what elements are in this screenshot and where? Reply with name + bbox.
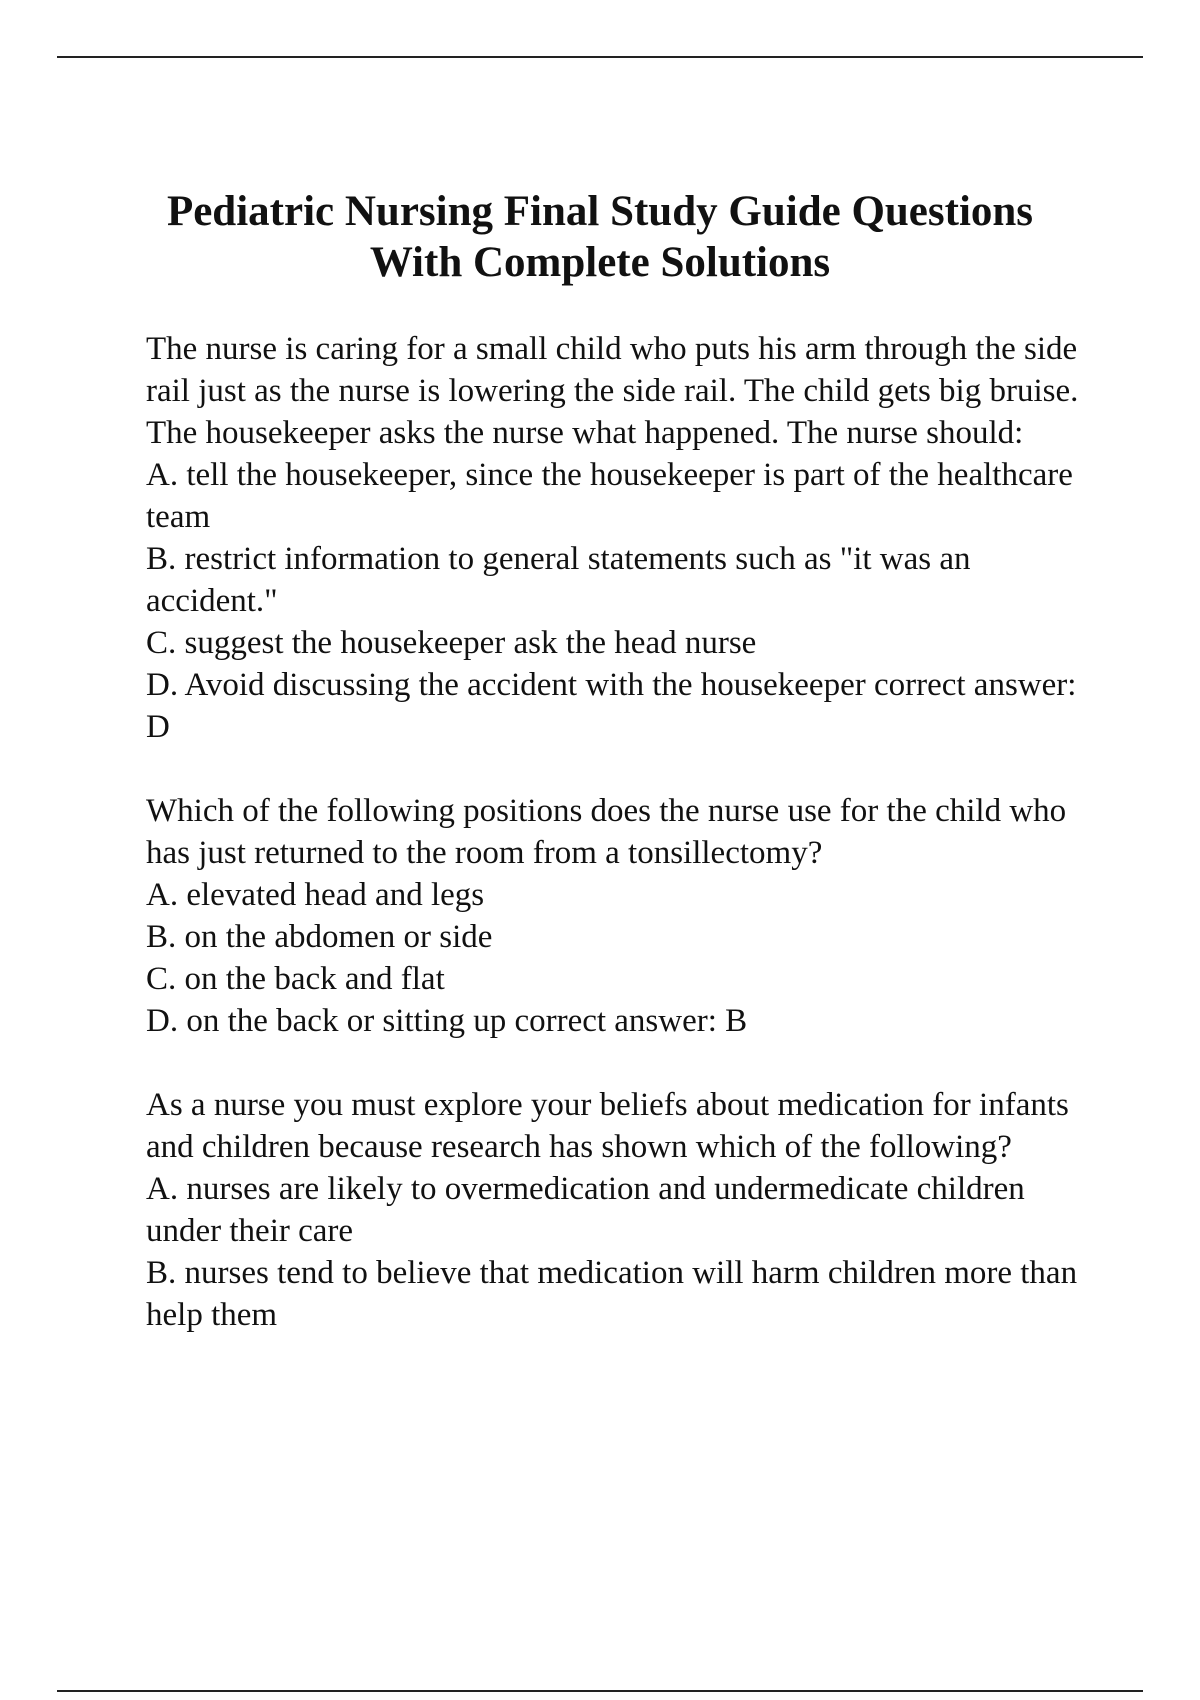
question-1-option-c: C. suggest the housekeeper ask the head nurse xyxy=(146,625,757,661)
question-2-option-a: A. elevated head and legs xyxy=(146,877,485,913)
question-2-option-d: D. on the back or sitting up correct answer: B xyxy=(146,1003,748,1039)
question-list xyxy=(146,328,1106,1378)
document-title xyxy=(100,186,1100,288)
question-2-option-b: B. on the abdomen or side xyxy=(146,919,493,955)
question-1-stem: The nurse is caring for a small child who puts his arm through the side rail just as the nurse is lowering the side rail. The child gets big bruise. The housekeeper asks the nurse what happened. The nurse should: xyxy=(146,331,1079,451)
question-1-option-d: D. Avoid discussing the accident with the housekeeper correct answer: D xyxy=(146,667,1077,745)
question-2-stem: Which of the following positions does the nurse use for the child who has just returned to the room from a tonsillectomy? xyxy=(146,793,1067,871)
question-2 xyxy=(146,790,1106,1042)
question-3-option-a: A. nurses are likely to overmedication and undermedicate children under their care xyxy=(146,1171,1025,1249)
title-line-2: With Complete Solutions xyxy=(369,239,831,286)
question-1-option-b: B. restrict information to general statements such as "it was an accident." xyxy=(146,541,971,619)
header-rule xyxy=(57,56,1143,58)
question-2-option-c: C. on the back and flat xyxy=(146,961,445,997)
question-1 xyxy=(146,328,1106,748)
question-3-option-b: B. nurses tend to believe that medication will harm children more than help them xyxy=(146,1255,1078,1333)
question-3 xyxy=(146,1084,1106,1336)
question-1-option-a: A. tell the housekeeper, since the housekeeper is part of the healthcare team xyxy=(146,457,1073,535)
footer-rule xyxy=(57,1690,1143,1692)
title-line-1: Pediatric Nursing Final Study Guide Questions xyxy=(166,188,1034,235)
question-3-stem: As a nurse you must explore your beliefs about medication for infants and children because research has shown which of the following? xyxy=(146,1087,1069,1165)
